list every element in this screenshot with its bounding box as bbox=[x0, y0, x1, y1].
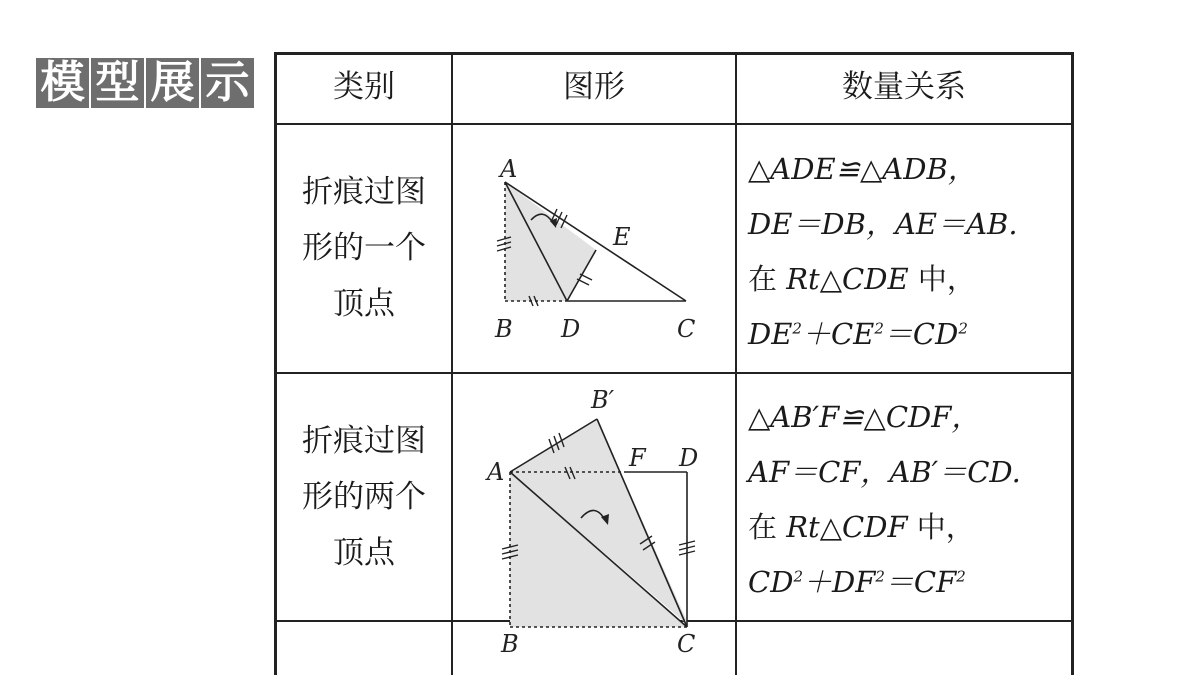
label-d: D bbox=[561, 315, 581, 343]
label-b-prime: B′ bbox=[591, 386, 615, 414]
header-category: 类别 bbox=[333, 69, 395, 105]
relation-text: 在 bbox=[748, 510, 787, 544]
superscript: 2 bbox=[793, 567, 803, 586]
relation-line bbox=[748, 257, 976, 298]
header-relation: 数量关系 bbox=[842, 69, 966, 105]
label-d: D bbox=[679, 444, 699, 472]
folded-region bbox=[505, 182, 596, 301]
label-b: B bbox=[501, 630, 519, 658]
label-e: E bbox=[613, 223, 631, 251]
category-line: 形的一个 bbox=[302, 230, 426, 266]
superscript: 2 bbox=[874, 319, 884, 338]
superscript: 2 bbox=[875, 567, 885, 586]
table-col-divider bbox=[735, 52, 737, 675]
header-figure: 图形 bbox=[563, 69, 625, 105]
label-a: A bbox=[487, 458, 505, 486]
relation-line: △ADE≌△ADB， bbox=[748, 152, 977, 186]
relation-term: ＝CF bbox=[884, 565, 957, 599]
relation-text: 在 bbox=[748, 262, 787, 296]
relation-text: 中， bbox=[907, 510, 975, 544]
relation-line bbox=[748, 560, 966, 601]
label-a: A bbox=[500, 155, 518, 183]
section-badge bbox=[36, 58, 254, 108]
model-table bbox=[274, 52, 1074, 675]
relation-line: △AB′F≌△CDF， bbox=[748, 400, 981, 434]
badge-char: 示 bbox=[201, 58, 254, 108]
label-c: C bbox=[677, 630, 696, 658]
relation-line: DE＝DB，AE＝AB. bbox=[748, 207, 1018, 241]
category-line: 折痕过图 bbox=[302, 423, 426, 459]
superscript: 2 bbox=[792, 319, 802, 338]
relation-text: 中， bbox=[908, 262, 976, 296]
superscript: 2 bbox=[958, 319, 968, 338]
relation-term: ＝CD bbox=[883, 317, 959, 351]
relation-term: CD bbox=[748, 565, 794, 599]
label-f: F bbox=[629, 444, 646, 472]
category-line: 形的两个 bbox=[302, 479, 426, 515]
row1-category bbox=[277, 164, 451, 332]
relation-line bbox=[748, 312, 968, 353]
badge-char: 展 bbox=[146, 58, 199, 108]
row2-figure bbox=[453, 374, 735, 658]
relation-math: Rt△CDF bbox=[786, 510, 908, 544]
category-line: 顶点 bbox=[333, 535, 395, 571]
relation-term: ＋CE bbox=[801, 317, 875, 351]
relation-math: Rt△CDE bbox=[786, 262, 909, 296]
table-border-left bbox=[274, 52, 277, 675]
category-line: 折痕过图 bbox=[302, 174, 426, 210]
relation-line bbox=[748, 505, 975, 546]
badge-char: 模 bbox=[36, 58, 89, 108]
label-c: C bbox=[677, 315, 696, 343]
relation-line: AF＝CF，AB′＝CD. bbox=[748, 455, 1021, 489]
badge-char: 型 bbox=[91, 58, 144, 108]
table-border-right bbox=[1071, 52, 1074, 675]
superscript: 2 bbox=[956, 567, 966, 586]
relation-term: ＋DF bbox=[803, 565, 876, 599]
category-line: 顶点 bbox=[333, 286, 395, 322]
label-b: B bbox=[495, 315, 513, 343]
relation-term: DE bbox=[748, 317, 793, 351]
row1-figure bbox=[453, 125, 735, 372]
row2-category bbox=[277, 413, 451, 581]
